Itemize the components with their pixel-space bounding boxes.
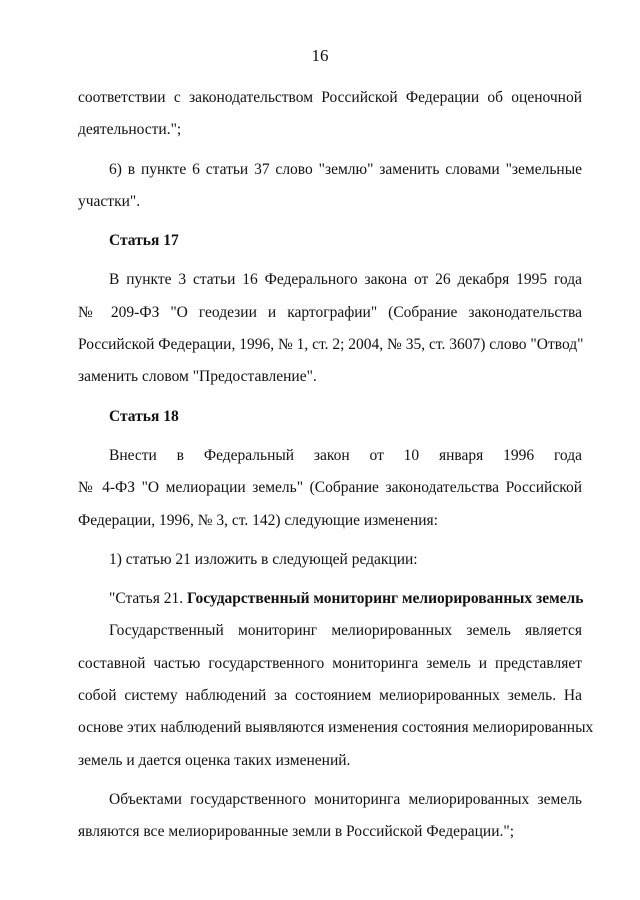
article-21-title xyxy=(78,583,582,615)
text-line: № 209-ФЗ "О геодезии и картографии" (Собрание законодательства xyxy=(78,303,582,321)
page-number: 16 xyxy=(311,46,329,65)
text-line: составной частью государственного мониторинга земель и представляет xyxy=(78,654,582,672)
text-line: 1) статью 21 изложить в следующей редакции: xyxy=(109,550,418,568)
article-17-heading: Статья 17 xyxy=(109,232,179,250)
text-line: собой систему наблюдений за состоянием мелиорированных земель. На xyxy=(78,687,582,705)
text-line: 6) в пункте 6 статьи 37 слово "землю" заменить словами "земельные xyxy=(109,160,582,178)
document-body xyxy=(78,82,594,849)
text-line: соответствии с законодательством Российской Федерации об оценочной xyxy=(78,89,582,106)
text-line: земель и дается оценка таких изменений. xyxy=(78,751,351,769)
article-18-heading: Статья 18 xyxy=(109,407,179,425)
article-21-number: "Статья 21. xyxy=(109,590,187,608)
text-line: Российской Федерации, 1996, № 1, ст. 2; 2004, № 35, ст. 3607) слово "Отвод" xyxy=(78,336,584,354)
text-line: В пункте 3 статьи 16 Федерального закона от 26 декабря 1995 года xyxy=(109,271,582,289)
text-line: Внести в Федеральный закон от 10 января 1996 года xyxy=(109,446,582,464)
text-line: деятельности."; xyxy=(78,121,182,139)
text-line: основе этих наблюдений выявляются изменения состояния мелиорированных xyxy=(78,719,594,737)
text-line: Объектами государственного мониторинга мелиорированных земель xyxy=(109,790,582,808)
text-line: заменить словом "Предоставление". xyxy=(78,368,317,386)
text-line: Федерации, 1996, № 3, ст. 142) следующие изменения: xyxy=(78,511,438,529)
article-21-name: Государственный мониторинг мелиорированных земель xyxy=(187,590,584,608)
text-line: № 4-ФЗ "О мелиорации земель" (Собрание законодательства Российской xyxy=(78,479,582,497)
text-line: Государственный мониторинг мелиорированных земель является xyxy=(109,622,582,640)
text-line: участки". xyxy=(78,192,141,210)
text-line: являются все мелиорированные земли в Российской Федерации."; xyxy=(78,823,515,841)
